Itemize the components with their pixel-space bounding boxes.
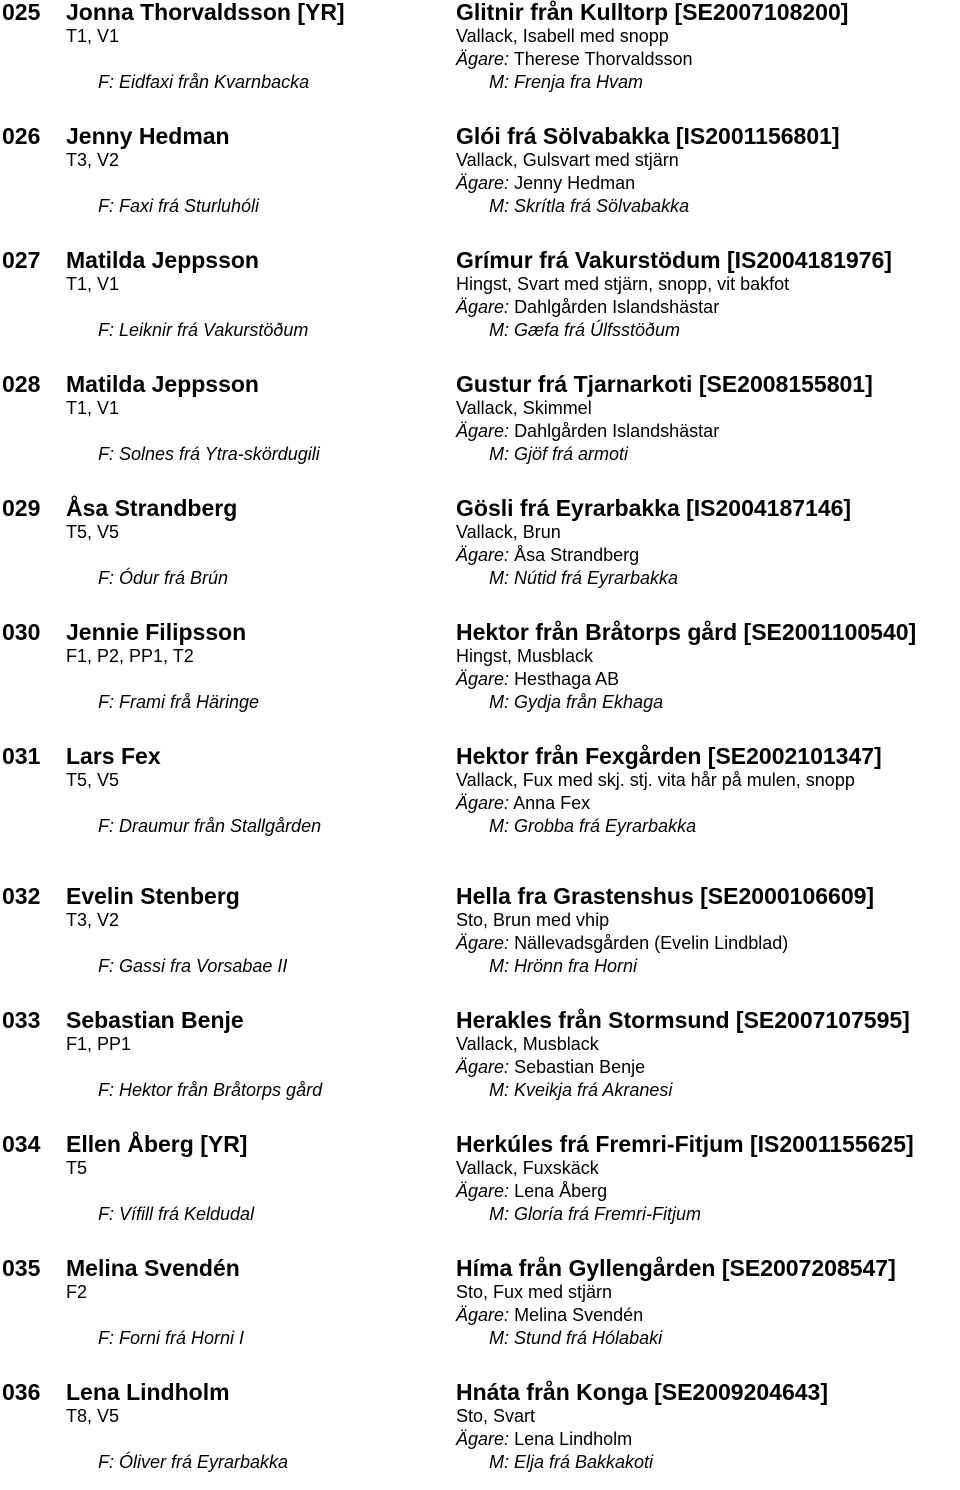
horse-owner [456,545,639,566]
class-list: F2 [66,1282,88,1302]
horse-owner [456,933,788,954]
horse-description: Hingst, Svart med stjärn, snopp, vit bakfot [456,274,790,294]
owner-label: Ägare: [456,1429,510,1449]
class-list: T3, V2 [66,150,120,170]
rider-name: Matilda Jeppsson [66,247,259,273]
class-list: T1, V1 [66,274,120,294]
start-number: 031 [2,743,41,769]
horse-name: Hektor från Bråtorps gård [SE2001100540] [456,619,917,645]
owner-label: Ägare: [456,1181,510,1201]
owner-name: Jenny Hedman [514,173,636,193]
horse-dam: M: Hrönn fra Horni [489,956,638,976]
horse-sire: F: Frami frå Häringe [98,692,260,712]
entry-025 [0,0,960,110]
horse-description: Vallack, Fuxskäck [456,1158,599,1178]
entry-031 [0,744,960,854]
horse-name: Glói frá Sölvabakka [IS2001156801] [456,123,840,149]
owner-name: Nällevadsgården (Evelin Lindblad) [514,933,789,953]
start-number: 035 [2,1255,41,1281]
horse-description: Vallack, Gulsvart med stjärn [456,150,679,170]
horse-sire: F: Vífill frá Keldudal [98,1204,255,1224]
horse-dam: M: Elja frá Bakkakoti [489,1452,654,1472]
horse-owner [456,1429,632,1450]
start-number: 033 [2,1007,41,1033]
rider-name: Jennie Filipsson [66,619,247,645]
owner-label: Ägare: [456,1057,510,1077]
owner-name: Åsa Strandberg [514,545,640,565]
horse-description: Vallack, Brun [456,522,561,542]
horse-sire: F: Faxi frá Sturluhóli [98,196,260,216]
start-number: 029 [2,495,41,521]
horse-sire: F: Óliver frá Eyrarbakka [98,1452,289,1472]
horse-owner [456,173,635,194]
owner-name: Lena Lindholm [514,1429,633,1449]
horse-dam: M: Gydja från Ekhaga [489,692,664,712]
start-number: 030 [2,619,41,645]
owner-label: Ägare: [456,421,510,441]
owner-name: Dahlgården Islandshästar [514,421,720,441]
horse-description: Hingst, Musblack [456,646,594,666]
class-list: F1, P2, PP1, T2 [66,646,194,666]
horse-dam: M: Gjöf frá armoti [489,444,629,464]
horse-name: Glitnir från Kulltorp [SE2007108200] [456,0,849,25]
horse-description: Sto, Brun med vhip [456,910,610,930]
horse-name: Hnáta från Konga [SE2009204643] [456,1379,828,1405]
start-number: 036 [2,1379,41,1405]
owner-name: Therese Thorvaldsson [513,49,693,69]
rider-name: Åsa Strandberg [66,495,238,521]
horse-name: Herkúles frá Fremri-Fitjum [IS2001155625] [456,1131,914,1157]
entry-028 [0,372,960,482]
entry-033 [0,1008,960,1118]
entry-034 [0,1132,960,1242]
owner-label: Ägare: [456,1305,510,1325]
horse-owner [456,421,719,442]
class-list: T5 [66,1158,88,1178]
rider-name: Jonna Thorvaldsson [YR] [66,0,345,25]
start-number: 026 [2,123,41,149]
owner-label: Ägare: [456,933,510,953]
class-list: T1, V1 [66,398,120,418]
rider-name: Evelin Stenberg [66,883,240,909]
class-list: T8, V5 [66,1406,120,1426]
entry-026 [0,124,960,234]
rider-name: Lena Lindholm [66,1379,230,1405]
start-number: 032 [2,883,41,909]
horse-sire: F: Ódur frá Brún [98,568,229,588]
rider-name: Ellen Åberg [YR] [66,1131,248,1157]
rider-name: Matilda Jeppsson [66,371,259,397]
horse-sire: F: Solnes frá Ytra-skördugili [98,444,320,464]
entry-027 [0,248,960,358]
horse-owner [456,793,590,814]
horse-description: Vallack, Musblack [456,1034,599,1054]
horse-dam: M: Gæfa frá Úlfsstöðum [489,320,681,340]
horse-description: Vallack, Fux med skj. stj. vita hår på mulen, snopp [456,770,855,790]
owner-label: Ägare: [456,297,510,317]
horse-name: Hektor från Fexgården [SE2002101347] [456,743,882,769]
entry-030 [0,620,960,730]
start-number: 028 [2,371,41,397]
horse-dam: M: Gloría frá Fremri-Fitjum [489,1204,702,1224]
owner-name: Dahlgården Islandshästar [514,297,720,317]
owner-label: Ägare: [456,669,510,689]
horse-sire: F: Gassi fra Vorsabae II [98,956,288,976]
horse-name: Grímur frá Vakurstödum [IS2004181976] [456,247,892,273]
rider-name: Melina Svendén [66,1255,240,1281]
horse-owner [456,49,693,70]
owner-label: Ägare: [456,49,510,69]
owner-name: Hesthaga AB [514,669,620,689]
owner-name: Lena Åberg [514,1181,608,1201]
horse-name: Herakles från Stormsund [SE2007107595] [456,1007,910,1033]
horse-dam: M: Skrítla frá Sölvabakka [489,196,690,216]
horse-sire: F: Leiknir frá Vakurstöðum [98,320,309,340]
horse-owner [456,297,719,318]
owner-name: Sebastian Benje [514,1057,646,1077]
horse-dam: M: Grobba frá Eyrarbakka [489,816,697,836]
horse-sire: F: Draumur från Stallgården [98,816,322,836]
horse-sire: F: Eidfaxi från Kvarnbacka [98,72,310,92]
horse-owner [456,1181,607,1202]
class-list: T5, V5 [66,522,120,542]
horse-sire: F: Forni frá Horni I [98,1328,245,1348]
rider-name: Jenny Hedman [66,123,230,149]
horse-dam: M: Nútid frá Eyrarbakka [489,568,679,588]
owner-label: Ägare: [456,173,510,193]
rider-name: Lars Fex [66,743,161,769]
horse-dam: M: Frenja fra Hvam [489,72,644,92]
horse-name: Gösli frá Eyrarbakka [IS2004187146] [456,495,852,521]
owner-label: Ägare: [456,793,510,813]
horse-dam: M: Kveikja frá Akranesi [489,1080,673,1100]
owner-name: Anna Fex [513,793,591,813]
entry-029 [0,496,960,606]
entry-036 [0,1380,960,1490]
horse-description: Sto, Svart [456,1406,536,1426]
horse-owner [456,1057,645,1078]
horse-description: Vallack, Isabell med snopp [456,26,669,46]
start-number: 034 [2,1131,41,1157]
class-list: F1, PP1 [66,1034,132,1054]
horse-description: Vallack, Skimmel [456,398,592,418]
horse-owner [456,669,619,690]
horse-owner [456,1305,643,1326]
entry-032 [0,884,960,994]
owner-name: Melina Svendén [514,1305,644,1325]
entry-035 [0,1256,960,1366]
class-list: T1, V1 [66,26,120,46]
horse-name: Hella fra Grastenshus [SE2000106609] [456,883,875,909]
class-list: T5, V5 [66,770,120,790]
owner-label: Ägare: [456,545,510,565]
rider-name: Sebastian Benje [66,1007,244,1033]
horse-dam: M: Stund frá Hólabaki [489,1328,663,1348]
horse-description: Sto, Fux med stjärn [456,1282,613,1302]
horse-sire: F: Hektor från Bråtorps gård [98,1080,323,1100]
horse-name: Gustur frá Tjarnarkoti [SE2008155801] [456,371,873,397]
horse-name: Híma från Gyllengården [SE2007208547] [456,1255,896,1281]
start-number: 025 [2,0,41,25]
start-number: 027 [2,247,41,273]
class-list: T3, V2 [66,910,120,930]
